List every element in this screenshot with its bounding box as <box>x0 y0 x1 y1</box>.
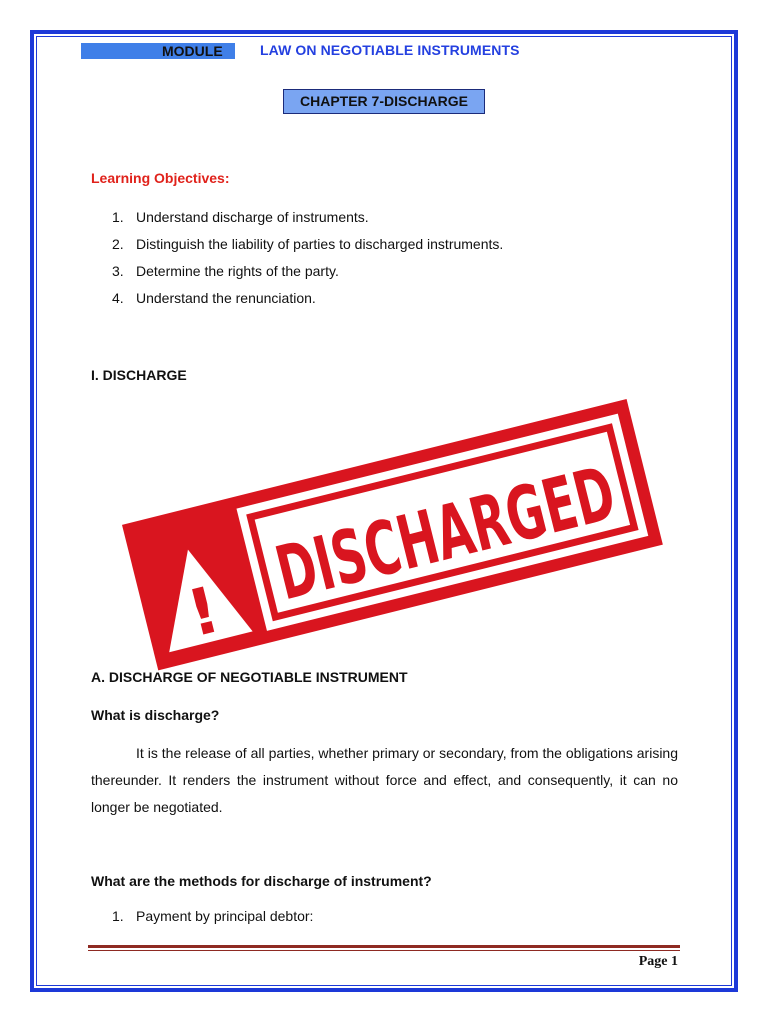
list-item <box>112 208 503 235</box>
discharge-definition-paragraph <box>91 740 678 821</box>
list-item-text: Payment by principal debtor: <box>136 908 314 924</box>
stamp-text: DISCHARGED <box>267 415 765 618</box>
stamp-svg <box>110 400 765 653</box>
footer-divider <box>88 945 680 948</box>
list-number: 2. <box>112 236 124 252</box>
methods-list <box>112 908 313 924</box>
list-item <box>112 235 503 262</box>
section-heading: I. DISCHARGE <box>91 367 187 383</box>
subsection-heading: A. DISCHARGE OF NEGOTIABLE INSTRUMENT <box>91 669 408 685</box>
list-item-text: Understand the renunciation. <box>136 290 316 306</box>
list-number: 1. <box>112 209 124 225</box>
list-item-text: Distinguish the liability of parties to discharged instruments. <box>136 236 504 252</box>
list-number: 1. <box>112 908 124 924</box>
list-item-text: Understand discharge of instruments. <box>136 209 369 225</box>
warning-exclamation: ! <box>180 573 227 653</box>
list-number: 3. <box>112 263 124 279</box>
page-number: Page 1 <box>638 954 678 969</box>
list-item <box>112 908 313 924</box>
list-item <box>112 262 503 289</box>
learning-objectives-heading: Learning Objectives: <box>91 170 230 186</box>
learning-objectives-list <box>112 208 503 316</box>
discharged-stamp-image <box>110 400 765 653</box>
list-number: 4. <box>112 290 124 306</box>
chapter-title: CHAPTER 7-DISCHARGE <box>283 89 485 114</box>
list-item-text: Determine the rights of the party. <box>136 263 339 279</box>
question-heading: What are the methods for discharge of instrument? <box>91 873 432 889</box>
list-item <box>112 289 503 316</box>
question-heading: What is discharge? <box>91 707 220 723</box>
paragraph-text: It is the release of all parties, whether primary or secondary, from the obligations arising thereunder. It renders the instrument without force and effect, and consequently, it can no longer be negotiated. <box>91 745 678 815</box>
module-title: LAW ON NEGOTIABLE INSTRUMENTS <box>260 42 520 58</box>
module-label: MODULE <box>81 43 235 59</box>
footer-divider-thin <box>88 950 680 951</box>
